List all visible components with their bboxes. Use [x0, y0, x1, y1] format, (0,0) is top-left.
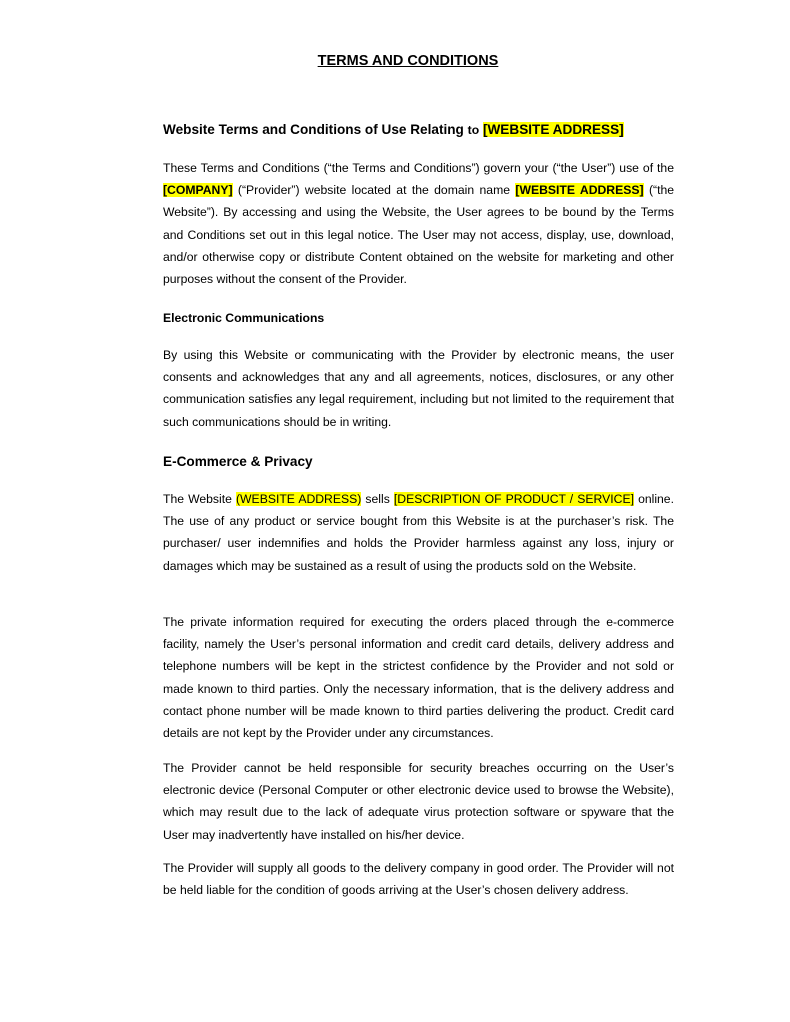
paragraph-private-information: The private information required for executing the orders placed through the e-commerce facility, namely the User’s personal information and credit card details, delivery address and telephone numbers will be kept in the strictest confidence by the Provider and not sold or made known to third parties. Only the necessary information, that is the delivery address and contact phone number will be made known to third parties delivering the product. Credit card details are not kept by the Provider under any circumstances. [163, 615, 674, 741]
document-title: TERMS AND CONDITIONS [317, 53, 499, 69]
paragraph-terms-intro [163, 157, 674, 290]
paragraph-electronic-communications: By using this Website or communicating with the Provider by electronic means, the user consents and acknowledges that any and all agreements, notices, disclosures, or any other communication satisfies any legal requirement, including but not limited to the requirement that such communications should be in writing. [163, 348, 674, 429]
placeholder-website-address: [WEBSITE ADDRESS] [515, 183, 644, 198]
paragraph-security-breaches: The Provider cannot be held responsible for security breaches occurring on the User’s electronic device (Personal Computer or other electronic device used to browse the Website), which may result due to the lack of adequate virus protection software or spyware that the User may inadvertently have installed on his/her device. [163, 761, 674, 842]
placeholder-website-address: [WEBSITE ADDRESS] [482, 122, 624, 137]
paragraph-ecommerce-sales [163, 488, 674, 577]
heading-to: to [467, 123, 480, 137]
placeholder-product-description: [DESCRIPTION OF PRODUCT / SERVICE] [393, 492, 634, 506]
text-segment: The Website [163, 492, 232, 506]
placeholder-website-address: (WEBSITE ADDRESS) [236, 492, 362, 506]
text-segment: These Terms and Conditions (“the Terms and Conditions”) govern your (“the User”) use of the [163, 161, 674, 175]
section-heading-electronic-communications: Electronic Communications [163, 311, 325, 325]
placeholder-company: [COMPANY] [163, 183, 233, 198]
section-heading-website-terms [163, 120, 624, 140]
text-segment: (“Provider”) website located at the domain name [237, 183, 510, 198]
section-heading-ecommerce-privacy: E-Commerce & Privacy [163, 454, 313, 469]
heading-text: Website Terms and Conditions of Use Relating [163, 122, 464, 137]
paragraph-delivery: The Provider will supply all goods to the delivery company in good order. The Provider will not be held liable for the condition of goods arriving at the User’s chosen delivery address. [163, 861, 674, 898]
text-segment: online. The use of any product or service bought from this Website is at the purchaser’s risk. The purchaser/ user indemnifies and holds the Provider harmless against any loss, injury or damages which may be sustained as a result of using the products sold on the Website. [163, 492, 674, 573]
text-segment: sells [365, 492, 390, 506]
text-segment: (“the Website”). By accessing and using the Website, the User agrees to be bound by the Terms and Conditions set out in this legal notice. The User may not access, display, use, download, and/or otherwise copy or distribute Content obtained on the website for marketing and other purposes without the consent of the Provider. [163, 183, 675, 287]
